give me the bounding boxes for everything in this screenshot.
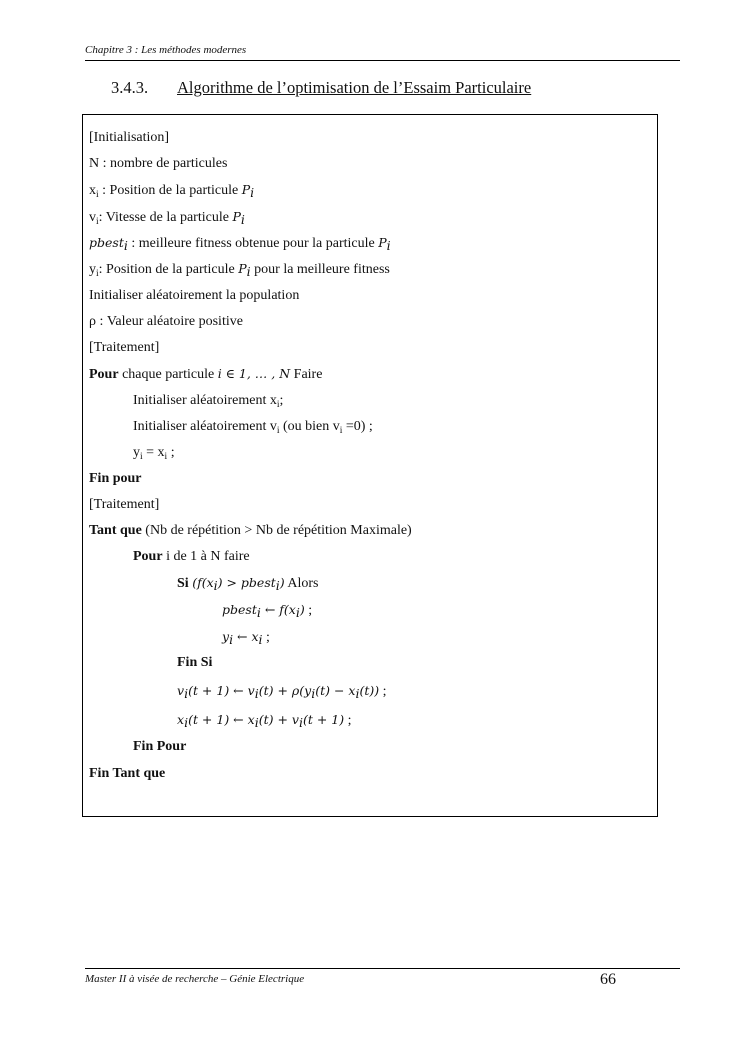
section-heading <box>111 78 531 98</box>
algo-line: [Traitement] <box>89 340 160 355</box>
header-rule <box>85 60 680 61</box>
algo-line: $v_i(t + 1)$ ← $v_i(t) + \rho(y_i(t) - x_i(t))$ ; <box>177 683 387 701</box>
algo-line: Initialiser aléatoirement la population <box>89 288 300 303</box>
algo-line: Fin Tant que <box>89 766 166 781</box>
running-header: Chapitre 3 : Les méthodes modernes <box>85 44 247 56</box>
footer-rule <box>85 968 680 969</box>
algo-line: Initialiser aléatoirement $x_i$; <box>133 393 284 410</box>
algo-line: Fin pour <box>89 471 142 486</box>
algo-line: Fin Si <box>177 655 213 670</box>
algo-line: N : nombre de particules <box>89 156 228 171</box>
algo-line: $v_i$: Vitesse de la particule $P_i$ <box>89 209 245 227</box>
algo-line: pbest$_i$ : meilleure fitness obtenue pour la particule $P_i$ <box>89 235 391 253</box>
algo-line: ρ : Valeur aléatoire positive <box>89 314 243 329</box>
section-title: Algorithme de l’optimisation de l’Essaim Particulaire <box>177 78 532 97</box>
algo-line: $x_i(t + 1)$ ← $x_i(t) + v_i(t + 1)$ ; <box>177 712 352 730</box>
algo-line: $y_i$: Position de la particule $P_i$ pour la meilleure fitness <box>89 261 390 279</box>
algo-line: Initialiser aléatoirement $v_i$ (ou bien $v_i =0$) ; <box>133 419 373 436</box>
section-number: 3.4.3. <box>111 78 149 97</box>
algo-line: Pour i de 1 à N faire <box>133 549 250 564</box>
algo-line: Pour chaque particule i ∈ 1, … , N Faire <box>89 366 323 382</box>
algo-line: Fin Pour <box>133 739 187 754</box>
algo-line: pbest$_i$ ← $f(x_i)$ ; <box>222 602 313 620</box>
running-footer: Master II à visée de recherche – Génie Electrique <box>85 973 305 985</box>
algo-line: $y_i = x_i$ ; <box>133 445 175 462</box>
algo-line: Si ($f(x_i)$ > pbest$_i$) Alors <box>177 575 319 593</box>
algo-line: [Traitement] <box>89 497 160 512</box>
algo-line: $x_i$ : Position de la particule $P_i$ <box>89 182 255 200</box>
algorithm-box <box>82 114 658 817</box>
algo-line: $y_i$ ← $x_i$ ; <box>222 629 270 647</box>
algo-line: Tant que (Nb de répétition > Nb de répétition Maximale) <box>89 523 412 538</box>
algo-line: [Initialisation] <box>89 130 170 145</box>
page-number: 66 <box>600 971 616 988</box>
